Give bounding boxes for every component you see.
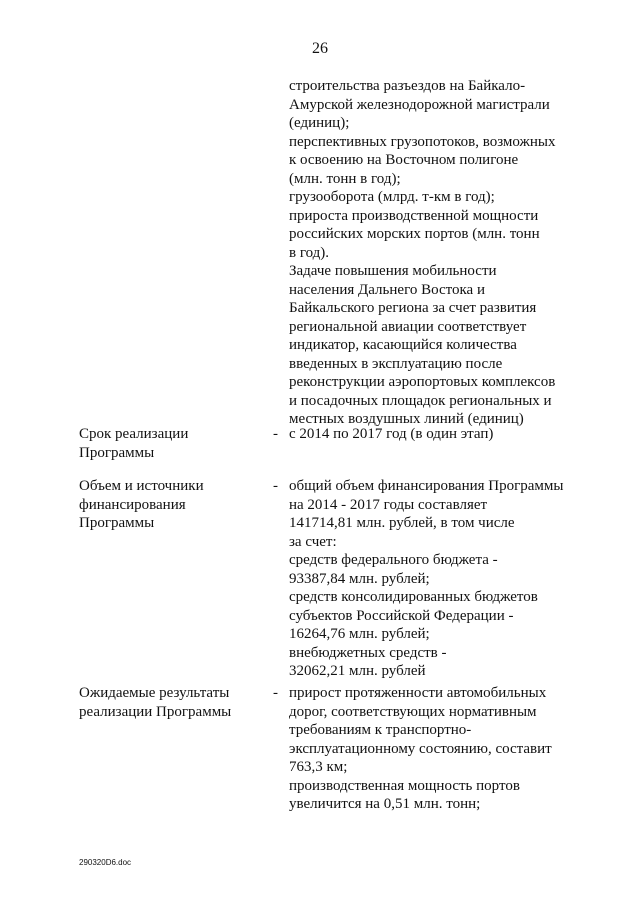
text-line: Байкальского региона за счет развития xyxy=(289,300,537,316)
text-line: к освоению на Восточном полигоне xyxy=(289,152,519,168)
text-line: (единиц); xyxy=(289,115,350,131)
value-line: прирост протяженности автомобильных xyxy=(289,685,547,701)
text-line: в год). xyxy=(289,244,330,261)
text-line: прироста производственной мощности xyxy=(289,207,539,224)
row-value xyxy=(289,477,589,681)
label-line: Программы xyxy=(79,515,155,531)
value-line: средств консолидированных бюджетов xyxy=(289,589,538,605)
text-line: местных воздушных линий (единиц) xyxy=(289,411,524,427)
text-line: перспективных грузопотоков, возможных xyxy=(289,133,556,150)
text-line: индикатор, касающийся количества xyxy=(289,337,517,353)
value-line: 16264,76 млн. рублей; xyxy=(289,626,430,642)
text-line: грузооборота (млрд. т-км в год); xyxy=(289,189,495,205)
label-line: Ожидаемые результаты xyxy=(79,685,230,701)
label-line: реализации Программы xyxy=(79,703,232,720)
label-line: Объем и источники xyxy=(79,478,204,494)
continuation-text xyxy=(289,77,589,429)
row-dash: - xyxy=(273,478,278,494)
text-line: региональной авиации соответствует xyxy=(289,318,527,335)
text-line: и посадочных площадок региональных и xyxy=(289,392,552,409)
row-label xyxy=(79,477,269,533)
value-line: субъектов Российской Федерации - xyxy=(289,607,514,624)
text-line: строительства разъездов на Байкало- xyxy=(289,78,526,94)
value-line: 141714,81 млн. рублей, в том числе xyxy=(289,515,515,531)
footer-file-code: 290320D6.doc xyxy=(79,858,132,867)
value-line: общий объем финансирования Программы xyxy=(289,478,564,494)
value-line: дорог, соответствующих нормативным xyxy=(289,703,537,720)
row-label xyxy=(79,684,269,721)
text-line: реконструкции аэропортовых комплексов xyxy=(289,374,556,390)
row-dash: - xyxy=(273,685,278,701)
value-line: с 2014 по 2017 год (в один этап) xyxy=(289,426,494,442)
text-line: (млн. тонн в год); xyxy=(289,170,401,187)
value-line: эксплуатационному состоянию, составит xyxy=(289,740,552,757)
text-line: Амурской железнодорожной магистрали xyxy=(289,96,550,113)
row-value xyxy=(289,684,589,814)
page-number: 26 xyxy=(312,40,328,57)
value-line: внебюджетных средств - xyxy=(289,644,447,661)
label-line: Срок реализации xyxy=(79,426,189,442)
value-line: увеличится на 0,51 млн. тонн; xyxy=(289,796,481,812)
value-line: 93387,84 млн. рублей; xyxy=(289,570,430,587)
row-label xyxy=(79,425,269,462)
text-line: введенных в эксплуатацию после xyxy=(289,355,503,372)
value-line: 32062,21 млн. рублей xyxy=(289,663,426,679)
text-line: населения Дальнего Востока и xyxy=(289,281,485,298)
value-line: средств федерального бюджета - xyxy=(289,552,498,568)
row-dash: - xyxy=(273,426,278,442)
value-line: 763,3 км; xyxy=(289,759,348,775)
value-line: производственная мощность портов xyxy=(289,777,520,794)
row-value xyxy=(289,425,589,444)
value-line: за счет: xyxy=(289,533,337,550)
text-line: Задаче повышения мобильности xyxy=(289,263,497,279)
label-line: Программы xyxy=(79,444,155,461)
label-line: финансирования xyxy=(79,496,186,513)
text-line: российских морских портов (млн. тонн xyxy=(289,226,540,242)
value-line: на 2014 - 2017 годы составляет xyxy=(289,496,488,513)
value-line: требованиям к транспортно- xyxy=(289,722,472,738)
